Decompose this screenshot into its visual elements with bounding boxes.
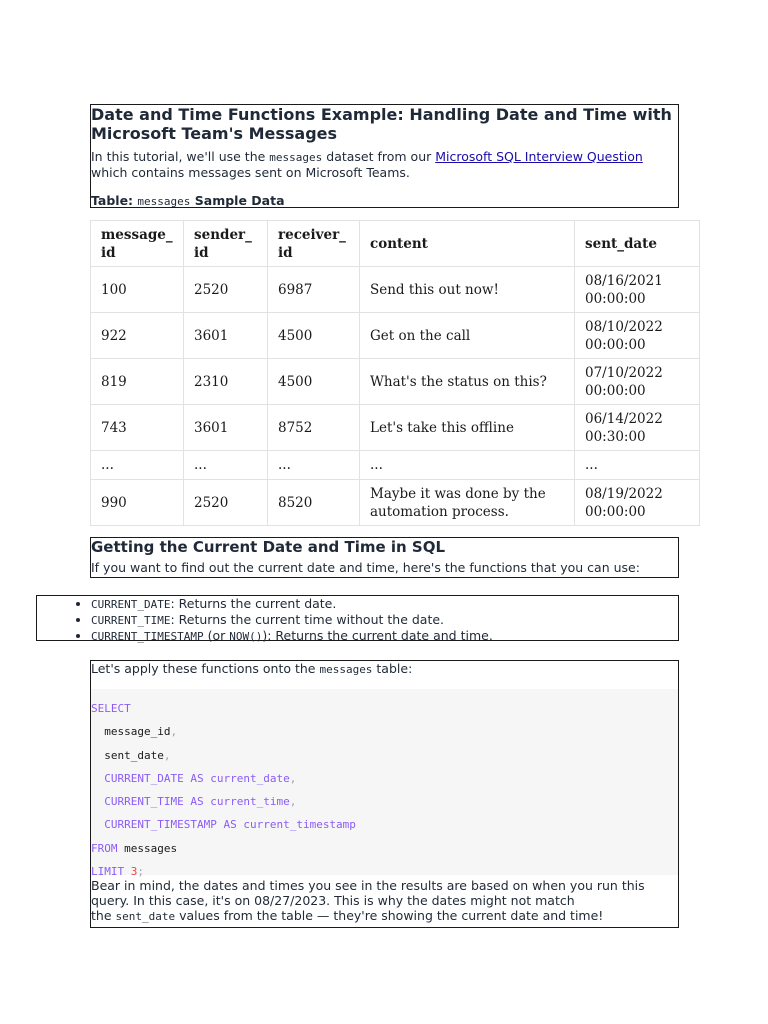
functions-list xyxy=(37,596,678,644)
column-header: message_id xyxy=(91,221,184,267)
code-line: message_id, xyxy=(104,725,178,739)
table-row xyxy=(91,359,700,405)
intro-section xyxy=(90,104,679,208)
table-cell: 819 xyxy=(91,359,184,405)
table-cell: 08/19/2022 00:00:00 xyxy=(575,480,700,526)
table-cell: 100 xyxy=(91,267,184,313)
inline-code: sent_date xyxy=(115,910,176,923)
code-line: SELECT xyxy=(91,702,131,715)
table-row xyxy=(91,480,700,526)
table-cell: ... xyxy=(360,451,575,480)
table-row xyxy=(91,267,700,313)
table-cell: 08/10/2022 00:00:00 xyxy=(575,313,700,359)
inline-code: CURRENT_TIME xyxy=(91,614,171,627)
inline-code: NOW() xyxy=(229,630,263,643)
current-date-section xyxy=(90,537,679,578)
table-cell: 3601 xyxy=(184,313,268,359)
table-cell: 06/14/2022 00:30:00 xyxy=(575,405,700,451)
table-cell: 8520 xyxy=(268,480,360,526)
table-row xyxy=(91,451,700,480)
column-header: receiver_id xyxy=(268,221,360,267)
code-line: CURRENT_TIMESTAMP AS current_timestamp xyxy=(104,818,356,832)
table-cell: ... xyxy=(268,451,360,480)
table-cell: Let's take this offline xyxy=(360,405,575,451)
table-cell: Maybe it was done by the automation process. xyxy=(360,480,575,526)
query-example-section xyxy=(90,660,679,928)
inline-code: CURRENT_TIMESTAMP xyxy=(91,630,204,643)
table-cell: 3601 xyxy=(184,405,268,451)
table-cell: 8752 xyxy=(268,405,360,451)
table-caption: Table: messages Sample Data xyxy=(91,193,285,208)
inline-code: CURRENT_DATE xyxy=(91,598,171,611)
intro-paragraph: In this tutorial, we'll use the messages dataset from our Microsoft SQL Interview Question which contains messages sent on Microsoft Teams. xyxy=(91,149,643,180)
code-line: CURRENT_DATE AS current_date, xyxy=(104,771,297,785)
column-header: content xyxy=(360,221,575,267)
table-cell: 4500 xyxy=(268,313,360,359)
table-cell: 990 xyxy=(91,480,184,526)
interview-question-link[interactable]: Microsoft SQL Interview Question xyxy=(435,149,643,164)
column-header: sent_date xyxy=(575,221,700,267)
table-cell: ... xyxy=(184,451,268,480)
table-cell: ... xyxy=(575,451,700,480)
table-row xyxy=(91,313,700,359)
list-item: • CURRENT_TIMESTAMP (or NOW()): Returns the current date and time. xyxy=(91,628,678,644)
table-cell: 922 xyxy=(91,313,184,359)
page-title: Date and Time Functions Example: Handling Date and Time with Microsoft Team's Messages xyxy=(91,105,672,143)
table-cell: Send this out now! xyxy=(360,267,575,313)
table-cell: 08/16/2021 00:00:00 xyxy=(575,267,700,313)
code-line: CURRENT_TIME AS current_time, xyxy=(104,795,297,809)
table-header-row xyxy=(91,221,700,267)
table-cell: 07/10/2022 00:00:00 xyxy=(575,359,700,405)
code-line: sent_date, xyxy=(104,748,171,762)
note-paragraph: Bear in mind, the dates and times you see in the results are based on when you run this query. In this case, it's on 08/27/2023. This is why the dates might not match the sent_date values from the table — they're showing the current date and time! xyxy=(91,878,645,923)
table-cell: What's the status on this? xyxy=(360,359,575,405)
table-cell: 6987 xyxy=(268,267,360,313)
column-header: sender_id xyxy=(184,221,268,267)
inline-code: messages xyxy=(137,195,191,208)
code-line: LIMIT 3; xyxy=(91,865,144,879)
table-cell: ... xyxy=(91,451,184,480)
table-cell: 2520 xyxy=(184,480,268,526)
section-paragraph: If you want to find out the current date and time, here's the functions that you can use: xyxy=(91,560,640,575)
table-cell: 2310 xyxy=(184,359,268,405)
table-cell: 4500 xyxy=(268,359,360,405)
functions-list-section xyxy=(36,595,679,641)
list-item: • CURRENT_DATE: Returns the current date. xyxy=(91,596,678,612)
code-line: FROM messages xyxy=(91,841,178,855)
table-cell: Get on the call xyxy=(360,313,575,359)
messages-table xyxy=(90,220,700,526)
lead-paragraph: Let's apply these functions onto the messages table: xyxy=(91,661,413,676)
list-item: • CURRENT_TIME: Returns the current time without the date. xyxy=(91,612,678,628)
section-heading: Getting the Current Date and Time in SQL xyxy=(91,538,446,556)
inline-code: messages xyxy=(319,663,373,676)
table-cell: 2520 xyxy=(184,267,268,313)
inline-code: messages xyxy=(269,151,323,164)
code-block xyxy=(91,689,678,879)
table-cell: 743 xyxy=(91,405,184,451)
table-row xyxy=(91,405,700,451)
